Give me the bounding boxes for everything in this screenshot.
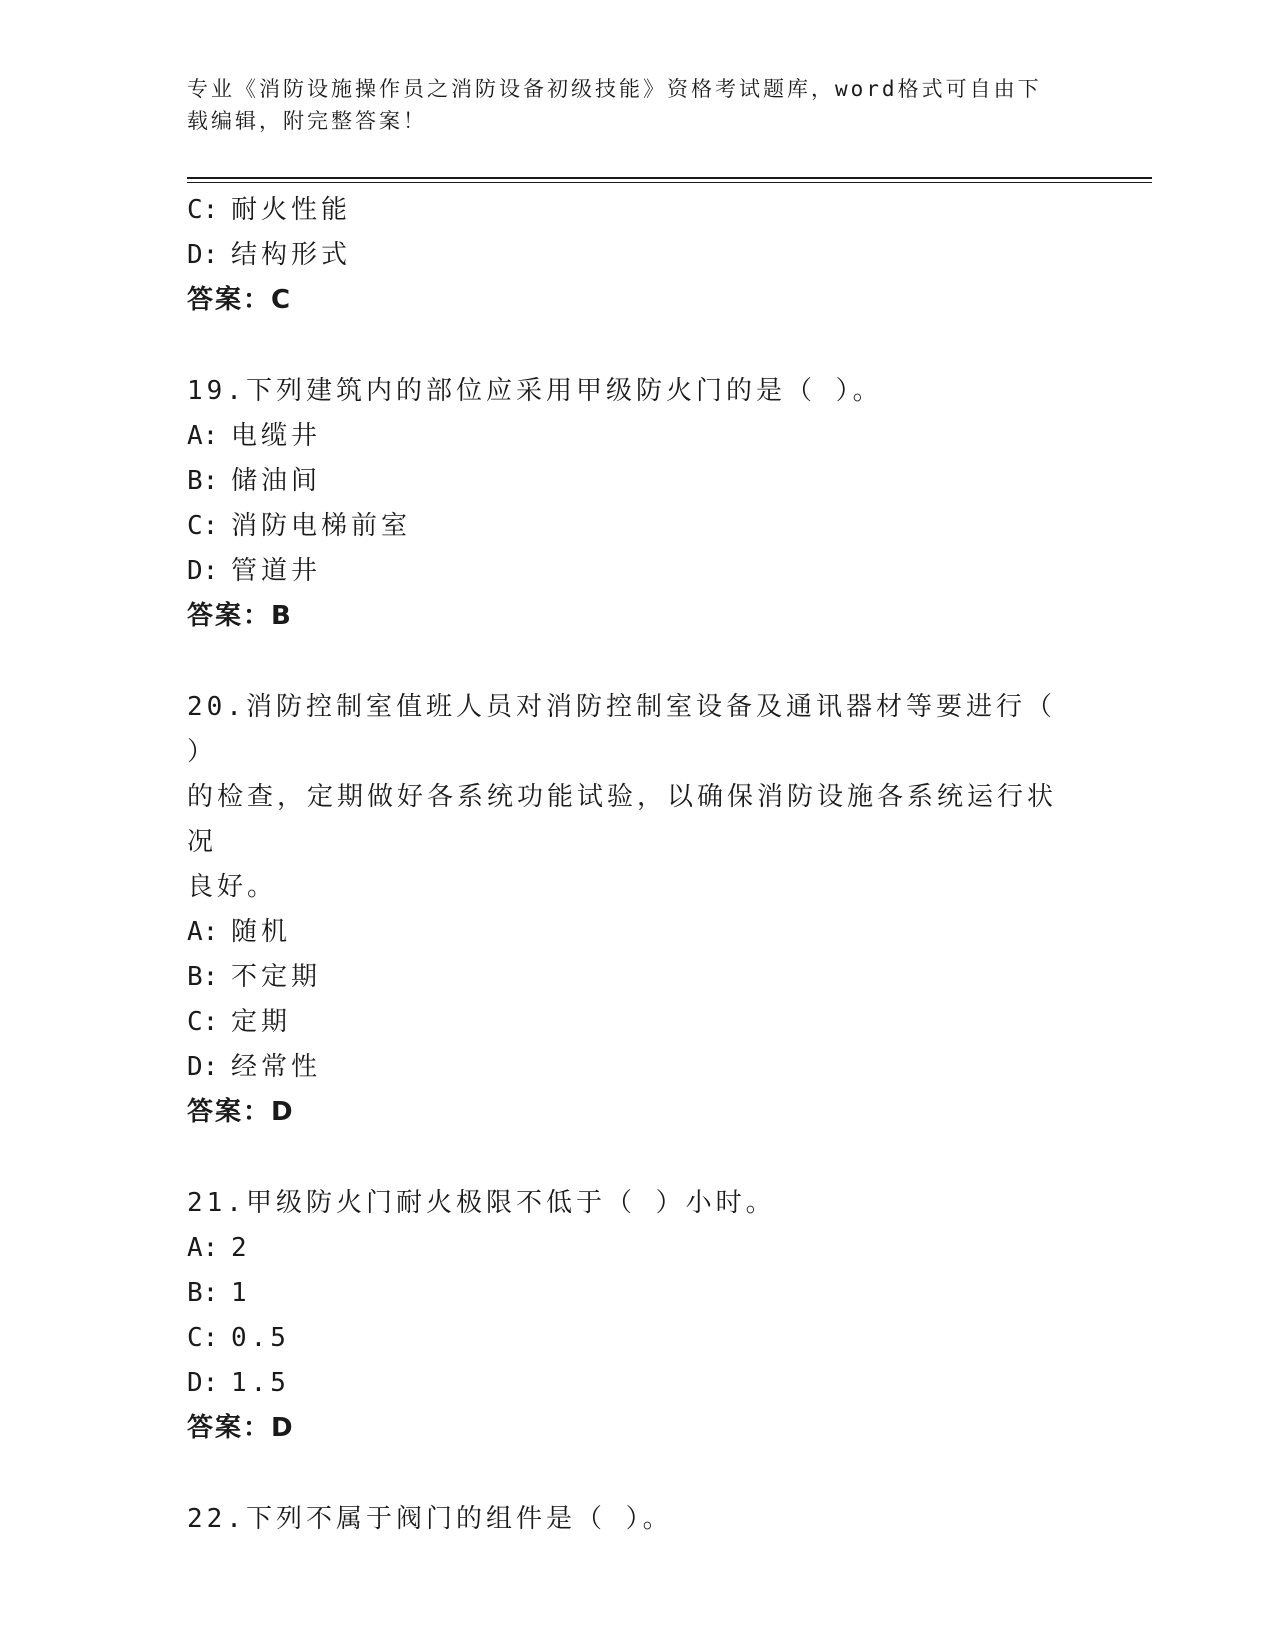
question-stem-line: 20.消防控制室值班人员对消防控制室设备及通讯器材等要进行（ ） <box>187 692 1056 767</box>
option-key: D: <box>187 556 219 586</box>
question-stem-line: 19.下列建筑内的部位应采用甲级防火门的是（ ）。 <box>187 376 883 406</box>
option-text: 0.5 <box>231 1323 290 1353</box>
header-divider-thin <box>187 182 1152 183</box>
option-d <box>187 233 1067 278</box>
option-text: 耐火性能 <box>231 195 352 225</box>
answer-line: 答案：D <box>187 1413 295 1443</box>
option-key: D: <box>187 1368 219 1398</box>
option-text: 2 <box>231 1233 251 1263</box>
option-text: 储油间 <box>231 466 322 496</box>
option-b <box>187 1271 1067 1316</box>
question-22 <box>187 1497 1067 1542</box>
question-20 <box>187 685 1067 1135</box>
option-key: A: <box>187 421 219 451</box>
answer-line: 答案：D <box>187 1097 295 1127</box>
option-text: 1 <box>231 1278 251 1308</box>
option-key: C: <box>187 1007 219 1037</box>
option-key: B: <box>187 1278 219 1308</box>
option-d <box>187 1045 1067 1090</box>
question-19 <box>187 369 1067 639</box>
option-a <box>187 1226 1067 1271</box>
option-b <box>187 459 1067 504</box>
question-list <box>187 188 1067 1542</box>
header-line-1: 专业《消防设施操作员之消防设备初级技能》资格考试题库，word格式可自由下 <box>187 77 1042 101</box>
option-key: A: <box>187 917 219 947</box>
option-key: B: <box>187 466 219 496</box>
option-key: C: <box>187 195 219 225</box>
option-key: C: <box>187 511 219 541</box>
option-key: D: <box>187 1052 219 1082</box>
question-stem-line: 的检查，定期做好各系统功能试验，以确保消防设施各系统运行状况 <box>187 782 1058 857</box>
document-header <box>187 73 1067 137</box>
answer-line: 答案：B <box>187 601 293 631</box>
option-d <box>187 1361 1067 1406</box>
option-text: 管道井 <box>231 556 322 586</box>
option-text: 结构形式 <box>231 240 352 270</box>
question-21 <box>187 1181 1067 1451</box>
option-key: D: <box>187 240 219 270</box>
question-stem <box>187 1181 1067 1226</box>
option-text: 1.5 <box>231 1368 290 1398</box>
carryover-block <box>187 188 1067 323</box>
option-text: 消防电梯前室 <box>231 511 412 541</box>
question-stem-line: 21.甲级防火门耐火极限不低于（ ）小时。 <box>187 1188 776 1218</box>
option-c <box>187 1316 1067 1361</box>
question-stem-line: 良好。 <box>187 872 278 902</box>
option-c <box>187 1000 1067 1045</box>
option-text: 电缆井 <box>231 421 322 451</box>
option-text: 定期 <box>231 1007 292 1037</box>
question-stem <box>187 369 1067 414</box>
option-c <box>187 188 1067 233</box>
header-line-2: 载编辑，附完整答案！ <box>187 109 427 133</box>
option-text: 不定期 <box>231 962 322 992</box>
option-a <box>187 910 1067 955</box>
option-a <box>187 414 1067 459</box>
answer-line: 答案：C <box>187 285 293 315</box>
option-b <box>187 955 1067 1000</box>
header-divider-thick <box>187 177 1152 179</box>
option-text: 随机 <box>231 917 292 947</box>
question-stem <box>187 1497 1067 1542</box>
option-c <box>187 504 1067 549</box>
option-key: C: <box>187 1323 219 1353</box>
option-text: 经常性 <box>231 1052 322 1082</box>
option-d <box>187 549 1067 594</box>
option-key: A: <box>187 1233 219 1263</box>
option-key: B: <box>187 962 219 992</box>
question-stem <box>187 685 1067 910</box>
question-stem-line: 22.下列不属于阀门的组件是（ ）。 <box>187 1504 673 1534</box>
